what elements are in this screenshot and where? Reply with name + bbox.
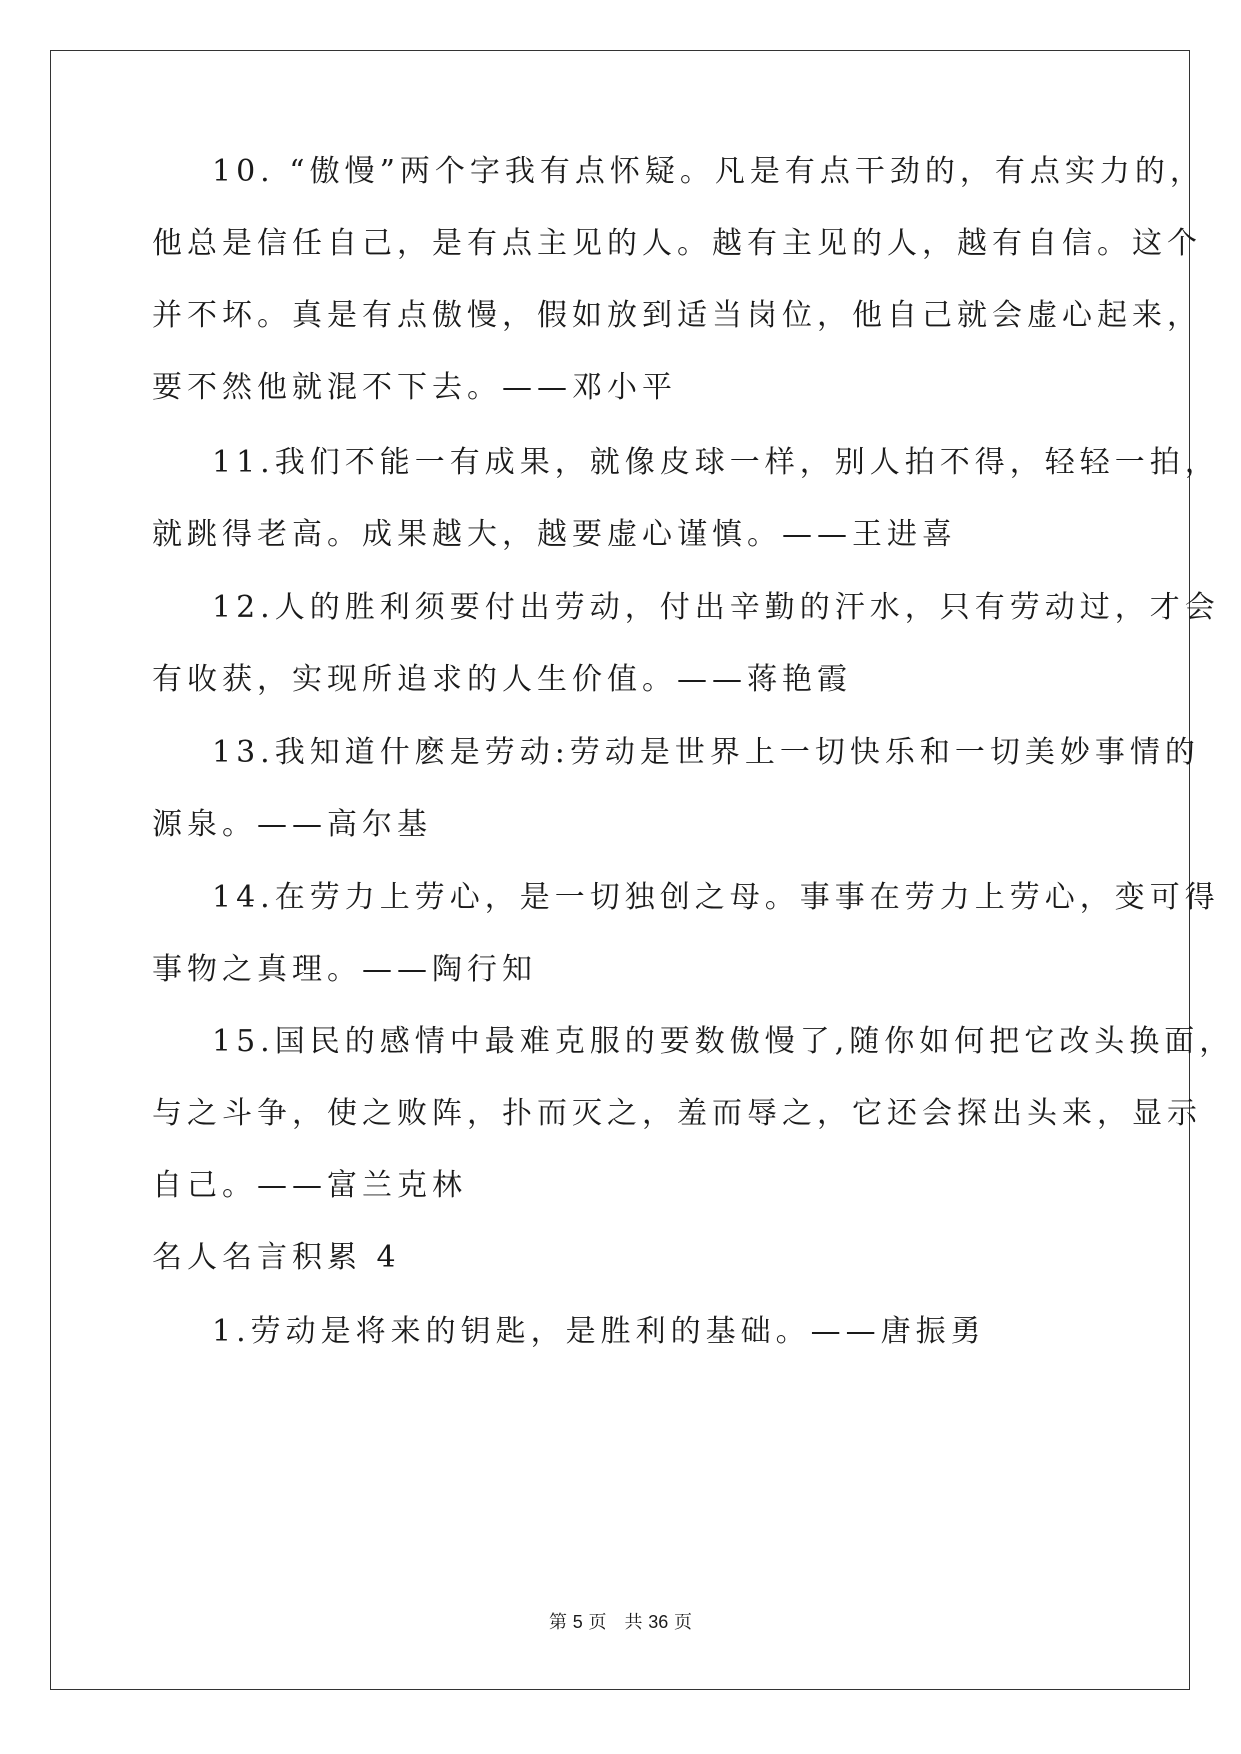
paragraph-10-line-3: 并不坏。真是有点傲慢，假如放到适当岗位，他自己就会虚心起来，: [152, 298, 1202, 333]
paragraph-11-line-1: 11.我们不能一有成果，就像皮球一样，别人拍不得，轻轻一拍，: [212, 445, 1220, 480]
paragraph-13-line-1: 13.我知道什麽是劳动:劳动是世界上一切快乐和一切美妙事情的: [212, 735, 1200, 770]
page-mid: 页 共: [588, 1612, 643, 1633]
paragraph-10-line-4: 要不然他就混不下去。——邓小平: [152, 370, 677, 405]
paragraph-10-line-2: 他总是信任自己，是有点主见的人。越有主见的人，越有自信。这个: [152, 226, 1202, 261]
paragraph-12-line-2: 有收获，实现所追求的人生价值。——蒋艳霞: [152, 662, 852, 697]
paragraph-11-line-2: 就跳得老高。成果越大，越要虚心谨慎。——王进喜: [152, 517, 957, 552]
paragraph-15-line-2: 与之斗争，使之败阵，扑而灭之，羞而辱之，它还会探出头来，显示: [152, 1096, 1202, 1131]
paragraph-12-line-1: 12.人的胜利须要付出劳动，付出辛勤的汗水，只有劳动过，才会: [212, 590, 1220, 625]
paragraph-10-line-1: 10. “傲慢”两个字我有点怀疑。凡是有点干劲的，有点实力的，: [212, 154, 1205, 189]
paragraph-15-line-3: 自己。——富兰克林: [152, 1168, 467, 1203]
paragraph-14-line-2: 事物之真理。——陶行知: [152, 952, 537, 987]
page-footer: [0, 1610, 1241, 1635]
paragraph-13-line-2: 源泉。——高尔基: [152, 807, 432, 842]
page-prefix: 第: [549, 1612, 567, 1633]
page-current: 5: [572, 1612, 583, 1632]
paragraph-14-line-1: 14.在劳力上劳心，是一切独创之母。事事在劳力上劳心，变可得: [212, 880, 1220, 915]
paragraph-15-line-1: 15.国民的感情中最难克服的要数傲慢了,随你如何把它改头换面，: [212, 1024, 1235, 1059]
page-total: 36: [648, 1612, 669, 1632]
page-suffix: 页: [673, 1612, 692, 1633]
section-4-item-1: 1.劳动是将来的钥匙，是胜利的基础。——唐振勇: [212, 1314, 986, 1349]
section-heading: 名人名言积累 4: [152, 1240, 401, 1275]
